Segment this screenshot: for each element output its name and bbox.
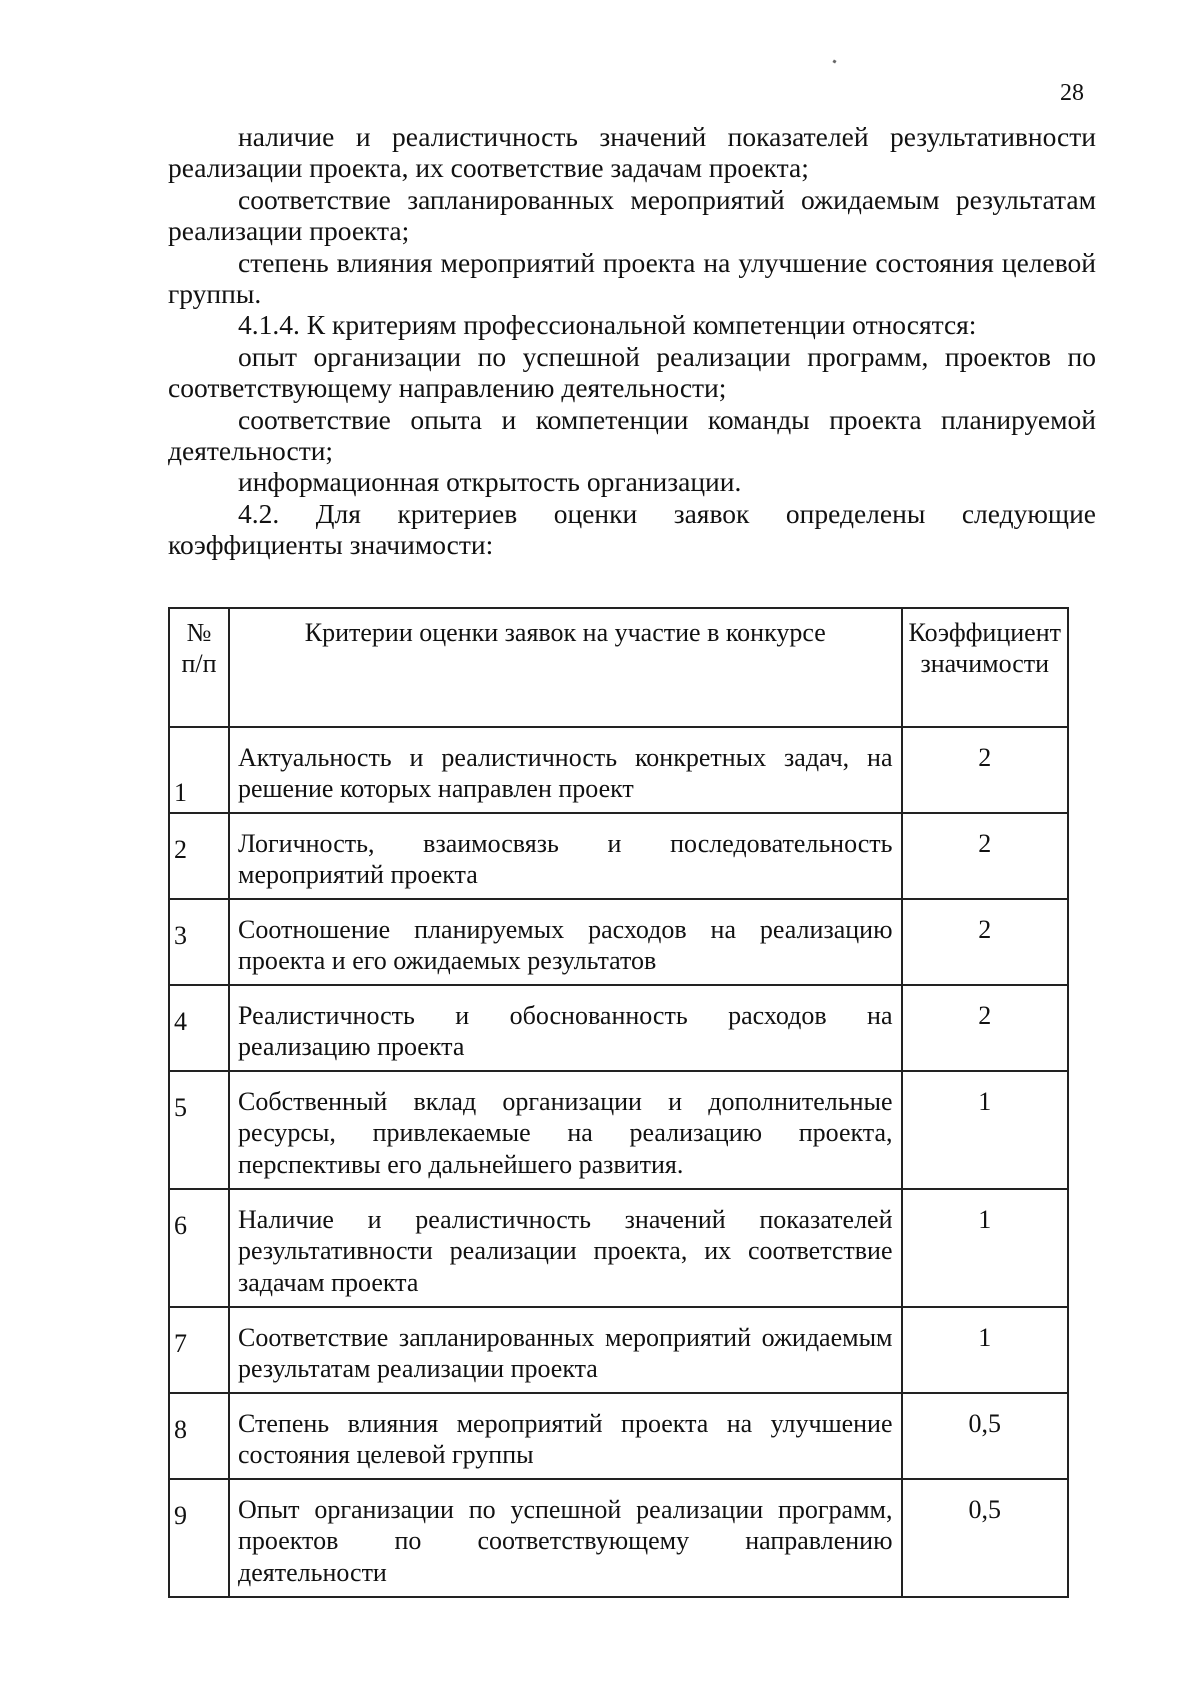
row-num: 2 — [169, 813, 229, 899]
criteria-table — [168, 607, 1069, 1598]
header-criteria: Критерии оценки заявок на участие в конкурсе — [229, 608, 902, 727]
body-text — [168, 121, 1096, 561]
header-coef: Коэффициент значимости — [902, 608, 1068, 727]
row-criteria: Собственный вклад организации и дополнительные ресурсы, привлекаемые на реализацию проекта, перспективы его дальнейшего развития. — [229, 1071, 902, 1189]
row-criteria: Соответствие запланированных мероприятий ожидаемым результатам реализации проекта — [229, 1307, 902, 1393]
table-row — [169, 813, 1068, 899]
table-row — [169, 985, 1068, 1071]
table-row — [169, 1071, 1068, 1189]
row-coef: 0,5 — [902, 1393, 1068, 1479]
row-coef: 2 — [902, 813, 1068, 899]
scan-speck — [832, 59, 836, 63]
row-criteria: Логичность, взаимосвязь и последовательность мероприятий проекта — [229, 813, 902, 899]
table-row — [169, 1479, 1068, 1597]
row-criteria: Реалистичность и обоснованность расходов на реализацию проекта — [229, 985, 902, 1071]
table-row — [169, 899, 1068, 985]
row-criteria: Соотношение планируемых расходов на реализацию проекта и его ожидаемых результатов — [229, 899, 902, 985]
paragraph: степень влияния мероприятий проекта на улучшение состояния целевой группы. — [168, 246, 1096, 310]
table-row — [169, 727, 1068, 813]
paragraph: соответствие опыта и компетенции команды проекта планируемой деятельности; — [168, 403, 1096, 467]
row-num: 5 — [169, 1071, 229, 1189]
row-num: 3 — [169, 899, 229, 985]
row-criteria: Степень влияния мероприятий проекта на улучшение состояния целевой группы — [229, 1393, 902, 1479]
row-coef: 2 — [902, 985, 1068, 1071]
row-num: 7 — [169, 1307, 229, 1393]
row-coef: 1 — [902, 1071, 1068, 1189]
paragraph: опыт организации по успешной реализации программ, проектов по соответствующему направлению деятельности; — [168, 340, 1096, 404]
row-num: 6 — [169, 1189, 229, 1307]
paragraph: соответствие запланированных мероприятий ожидаемым результатам реализации проекта; — [168, 183, 1096, 247]
table-row — [169, 1307, 1068, 1393]
row-num: 1 — [169, 727, 229, 813]
table-row — [169, 1189, 1068, 1307]
page-number: 28 — [1060, 80, 1084, 106]
row-coef: 2 — [902, 899, 1068, 985]
row-coef: 1 — [902, 1307, 1068, 1393]
paragraph: 4.2. Для критериев оценки заявок определены следующие коэффициенты значимости: — [168, 497, 1096, 561]
table-row — [169, 1393, 1068, 1479]
row-criteria: Актуальность и реалистичность конкретных задач, на решение которых направлен проект — [229, 727, 902, 813]
row-criteria: Наличие и реалистичность значений показателей результативности реализации проекта, их соответствие задачам проекта — [229, 1189, 902, 1307]
row-num: 9 — [169, 1479, 229, 1597]
row-coef: 2 — [902, 727, 1068, 813]
table-header-row — [169, 608, 1068, 727]
paragraph: информационная открытость организации. — [238, 466, 742, 498]
header-num: № п/п — [169, 608, 229, 727]
row-coef: 0,5 — [902, 1479, 1068, 1597]
row-num: 8 — [169, 1393, 229, 1479]
row-num: 4 — [169, 985, 229, 1071]
row-coef: 1 — [902, 1189, 1068, 1307]
paragraph: 4.1.4. К критериям профессиональной компетенции относятся: — [238, 309, 977, 341]
row-criteria: Опыт организации по успешной реализации программ, проектов по соответствующему направлению деятельности — [229, 1479, 902, 1597]
paragraph: наличие и реалистичность значений показателей результативности реализации проекта, их соответствие задачам проекта; — [168, 121, 1096, 184]
